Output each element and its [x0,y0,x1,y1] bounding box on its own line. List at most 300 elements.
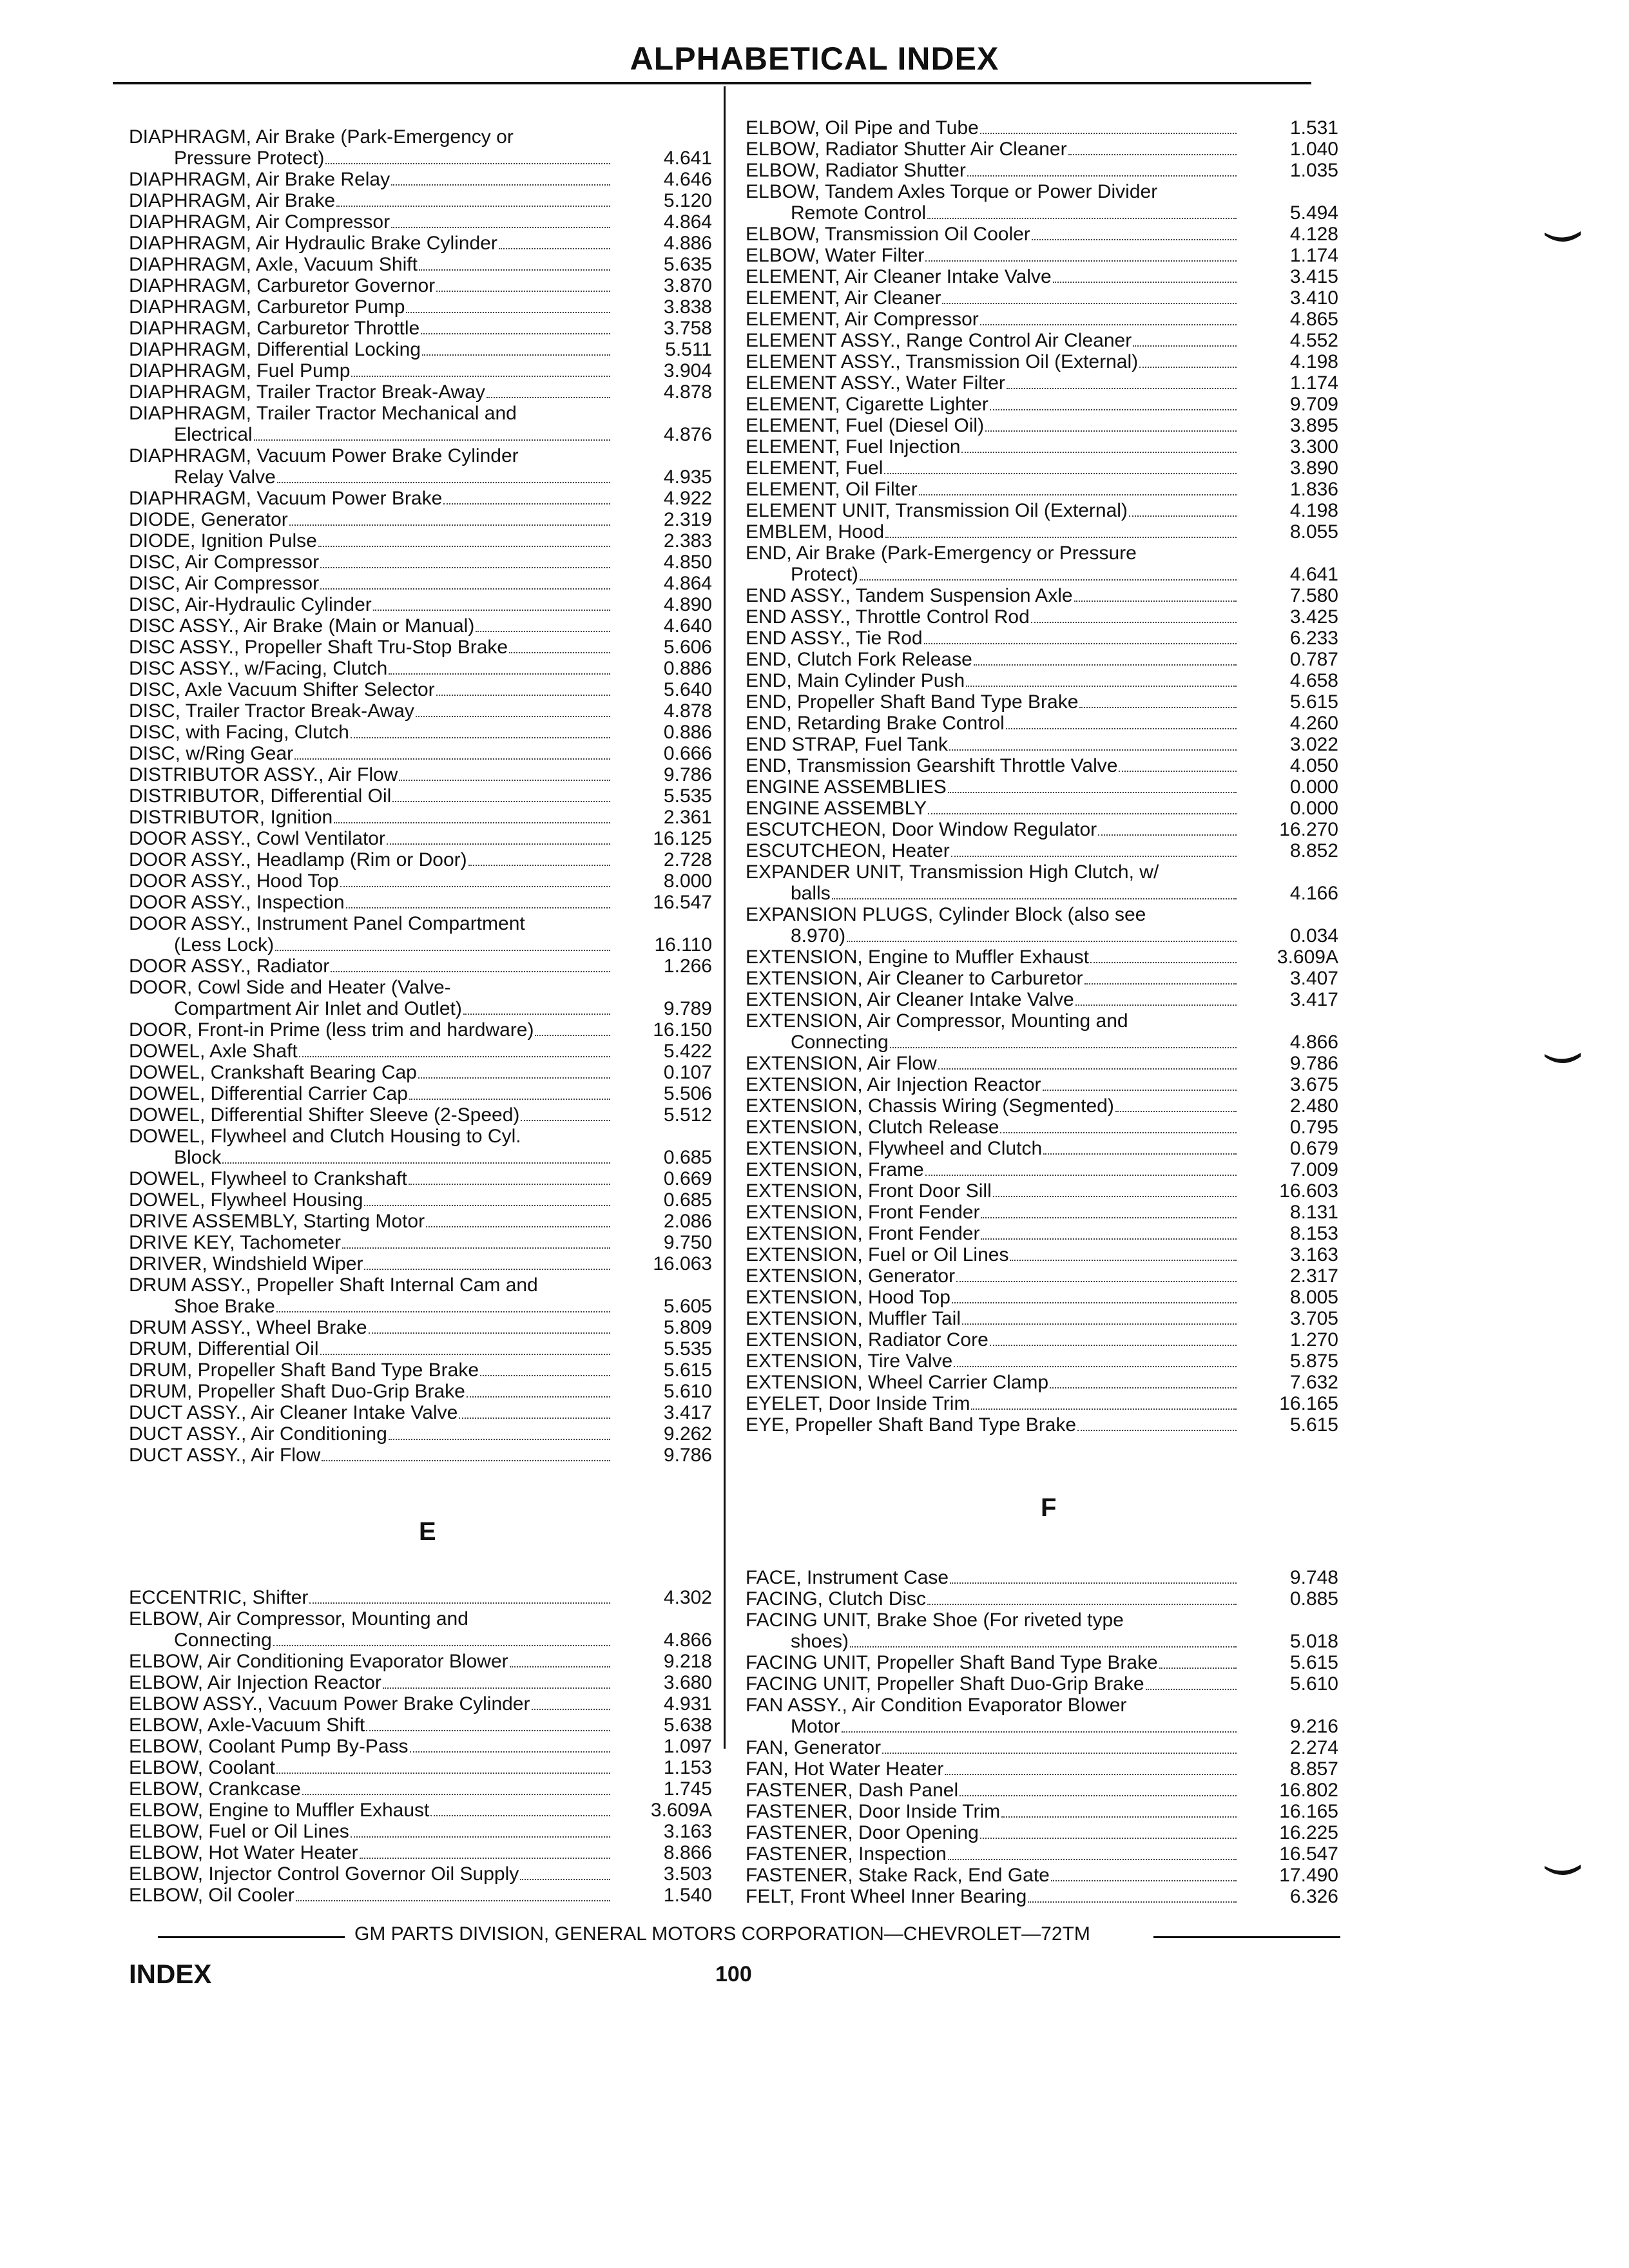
index-entry [129,573,712,594]
entry-label: Block [174,1147,222,1168]
dot-leader [419,269,610,271]
dot-leader [331,971,610,972]
entry-page-ref: 4.922 [663,488,712,509]
index-entry [746,245,1338,266]
index-entry [746,372,1338,394]
entry-label: EYE, Propeller Shaft Band Type Brake [746,1414,1077,1436]
index-entry [746,1308,1338,1329]
index-entry [129,807,712,828]
entry-label: DUCT ASSY., Air Flow [129,1445,321,1466]
entry-page-ref: 4.878 [663,381,712,403]
entry-label: ELEMENT, Cigarette Lighter [746,394,988,415]
dot-leader [1090,962,1237,963]
index-entry [129,381,712,403]
dot-leader [971,1408,1237,1410]
entry-page-ref: 6.326 [1289,1886,1338,1907]
entry-label: EXTENSION, Air Flow [746,1053,937,1074]
entry-page-ref: 8.131 [1289,1202,1338,1223]
dot-leader [959,1795,1237,1796]
index-entry [746,1287,1338,1308]
dot-leader [961,452,1237,453]
index-entry [746,1372,1338,1393]
dot-leader [990,1345,1237,1346]
index-entry [129,1083,712,1104]
index-entry [129,1402,712,1423]
entry-page-ref: 4.552 [1289,330,1338,351]
entry-page-ref: 4.050 [1289,755,1338,776]
entry-label: DIODE, Generator [129,509,288,530]
dot-leader [950,1582,1237,1584]
entry-page-ref: 5.506 [663,1083,712,1104]
entry-page-ref: 0.795 [1289,1117,1338,1138]
index-entry [746,1567,1338,1588]
entry-page-ref: 5.615 [1289,691,1338,713]
index-entry [746,330,1338,351]
entry-label: EXTENSION, Fuel or Oil Lines [746,1244,1009,1265]
entry-page-ref: 3.870 [663,275,712,296]
index-entry [129,764,712,785]
dot-leader [1010,1260,1237,1261]
dot-leader [948,1859,1237,1860]
entry-label: DIAPHRAGM, Differential Locking [129,339,421,360]
index-entry [746,1265,1338,1287]
entry-page-ref: 6.233 [1289,628,1338,649]
dot-leader [275,950,610,951]
entry-page-ref: 3.609A [1277,947,1338,968]
index-entry-heading: DIAPHRAGM, Air Brake (Park-Emergency or [129,126,514,148]
index-entry [746,224,1338,245]
dot-leader [366,1730,610,1731]
dot-leader [1115,1111,1237,1112]
section-f-letter: F [1041,1494,1057,1522]
entry-label: DIAPHRAGM, Vacuum Power Brake [129,488,443,509]
dot-leader [1032,239,1237,240]
dot-leader [980,1838,1237,1839]
entry-page-ref: 1.836 [1289,479,1338,500]
entry-page-ref: 4.658 [1289,670,1338,691]
entry-page-ref: 9.748 [1289,1567,1338,1588]
entry-label: shoes) [791,1631,849,1652]
entry-page-ref: 8.852 [1289,840,1338,861]
entry-label: DIAPHRAGM, Carburetor Throttle [129,318,420,339]
dot-leader [1043,1090,1237,1091]
index-entry [746,1202,1338,1223]
dot-leader [1000,1132,1237,1133]
dot-leader [459,1418,610,1419]
dot-leader [1031,622,1237,623]
index-entry [129,509,712,530]
entry-page-ref: 9.216 [1289,1716,1338,1737]
index-entry [129,1381,712,1402]
dot-leader [1053,282,1237,283]
dot-leader [296,1900,610,1901]
entry-page-ref: 8.005 [1289,1287,1338,1308]
dot-leader [480,1375,610,1376]
index-entry [129,679,712,700]
entry-page-ref: 9.789 [663,998,712,1019]
footer-publisher: GM PARTS DIVISION, GENERAL MOTORS CORPORATION—CHEVROLET—72TM [354,1923,1090,1945]
entry-page-ref: 0.034 [1289,925,1338,947]
index-entry [129,275,712,296]
section-f-list [746,1567,1338,1907]
entry-page-ref: 4.128 [1289,224,1338,245]
entry-page-ref: 3.503 [663,1863,712,1885]
dot-leader [509,652,610,653]
entry-page-ref: 0.666 [663,743,712,764]
index-entry [746,1223,1338,1244]
dot-leader [467,1396,610,1398]
index-entry [129,1041,712,1062]
dot-leader [322,1460,610,1461]
entry-label: DUCT ASSY., Air Cleaner Intake Valve [129,1402,458,1423]
index-entry [129,956,712,977]
index-entry [746,351,1338,372]
index-entry [129,1629,712,1651]
entry-page-ref: 4.166 [1289,883,1338,904]
index-entry [129,998,712,1019]
index-entry [129,1715,712,1736]
dot-leader [1079,707,1237,708]
entry-page-ref: 3.675 [1289,1074,1338,1095]
entry-label: FASTENER, Door Inside Trim [746,1801,1001,1822]
entry-page-ref: 4.865 [1289,309,1338,330]
dot-leader [980,324,1237,325]
index-entry [746,840,1338,861]
dot-leader [340,886,610,887]
index-entry [746,649,1338,670]
entry-page-ref: 0.685 [663,1189,712,1211]
entry-page-ref: 16.165 [1279,1801,1338,1822]
entry-page-ref: 3.895 [1289,415,1338,436]
entry-label: Electrical [174,424,253,445]
entry-page-ref: 1.174 [1289,245,1338,266]
entry-page-ref: 3.417 [1289,989,1338,1010]
entry-page-ref: 5.875 [1289,1350,1338,1372]
index-entry [129,254,712,275]
entry-page-ref: 2.361 [663,807,712,828]
entry-page-ref: 5.615 [663,1360,712,1381]
index-entry [746,1716,1338,1737]
dot-leader [418,1077,610,1079]
dot-leader [981,1238,1237,1240]
entry-label: EYELET, Door Inside Trim [746,1393,970,1414]
index-entry [129,1863,712,1885]
index-entry-heading: ELBOW, Tandem Axles Torque or Power Divider [746,181,1158,202]
index-entry [129,1253,712,1274]
entry-page-ref: 2.383 [663,530,712,552]
entry-page-ref: 9.786 [663,1445,712,1466]
index-entry-heading: END, Air Brake (Park-Emergency or Pressure [746,543,1137,564]
dot-leader [949,749,1237,751]
dot-leader [860,579,1237,581]
entry-page-ref: 4.640 [663,615,712,637]
entry-label: END ASSY., Throttle Control Rod [746,606,1030,628]
entry-page-ref: 16.150 [653,1019,712,1041]
index-entry-heading: EXTENSION, Air Compressor, Mounting and [746,1010,1128,1032]
index-entry [746,925,1338,947]
index-entry [746,989,1338,1010]
entry-label: DISC ASSY., w/Facing, Clutch [129,658,388,679]
dot-leader [391,227,610,228]
dot-leader [294,758,610,760]
entry-page-ref: 3.415 [1289,266,1338,287]
index-entry [746,1414,1338,1436]
entry-page-ref: 0.679 [1289,1138,1338,1159]
entry-page-ref: 4.641 [1289,564,1338,585]
entry-label: EXTENSION, Engine to Muffler Exhaust [746,947,1090,968]
index-entry [129,1317,712,1338]
index-entry-heading: FACING UNIT, Brake Shoe (For riveted type [746,1610,1124,1631]
entry-page-ref: 3.163 [1289,1244,1338,1265]
entry-page-ref: 16.603 [1279,1180,1338,1202]
index-entry [746,500,1338,521]
entry-page-ref: 5.422 [663,1041,712,1062]
entry-label: ELBOW, Water Filter [746,245,925,266]
entry-label: FACE, Instrument Case [746,1567,949,1588]
entry-label: ELEMENT, Fuel [746,457,883,479]
dot-leader [966,686,1237,687]
dot-leader [1084,983,1237,985]
index-entry [129,169,712,190]
index-entry [746,1822,1338,1843]
dot-leader [389,673,610,675]
index-entry [746,1393,1338,1414]
right-column [746,117,1338,1436]
entry-page-ref: 9.750 [663,1232,712,1253]
entry-label: ELBOW, Coolant [129,1757,275,1778]
entry-label: ELBOW, Air Injection Reactor [129,1672,381,1693]
entry-label: DRUM, Propeller Shaft Duo-Grip Brake [129,1381,465,1402]
dot-leader [882,1753,1237,1754]
index-entry [129,1232,712,1253]
dot-leader [476,631,610,632]
dot-leader [885,537,1237,538]
entry-page-ref: 7.009 [1289,1159,1338,1180]
entry-label: EXTENSION, Frame [746,1159,924,1180]
index-entry [129,466,712,488]
entry-label: EXTENSION, Tire Valve [746,1350,953,1372]
entry-label: EXTENSION, Chassis Wiring (Segmented) [746,1095,1114,1117]
entry-page-ref: 16.165 [1279,1393,1338,1414]
entry-page-ref: 4.931 [663,1693,712,1715]
entry-label: END, Clutch Fork Release [746,649,972,670]
entry-page-ref: 8.000 [663,870,712,892]
entry-page-ref: 3.407 [1289,968,1338,989]
index-entry-heading: FAN ASSY., Air Condition Evaporator Blower [746,1695,1127,1716]
dot-leader [318,546,610,547]
entry-page-ref: 3.410 [1289,287,1338,309]
entry-label: DISTRIBUTOR ASSY., Air Flow [129,764,398,785]
entry-label: DIAPHRAGM, Air Hydraulic Brake Cylinder [129,233,497,254]
index-entry [129,296,712,318]
index-entry [746,266,1338,287]
entry-label: Shoe Brake [174,1296,275,1317]
entry-page-ref: 9.786 [663,764,712,785]
entry-page-ref: 17.490 [1279,1865,1338,1886]
entry-page-ref: 5.615 [1289,1652,1338,1673]
dot-leader [1028,1901,1237,1903]
entry-page-ref: 5.610 [663,1381,712,1402]
dot-leader [276,1773,610,1774]
index-entry [746,415,1338,436]
entry-page-ref: 5.809 [663,1317,712,1338]
index-entry [746,1886,1338,1907]
index-entry [746,479,1338,500]
entry-label: DRIVE ASSEMBLY, Starting Motor [129,1211,425,1232]
dot-leader [1050,1387,1237,1389]
dot-leader [487,397,610,398]
entry-label: DISC, Trailer Tractor Break-Away [129,700,414,722]
index-entry [746,1095,1338,1117]
index-entry [746,798,1338,819]
dot-leader [974,664,1237,666]
entry-page-ref: 2.319 [663,509,712,530]
dot-leader [1098,834,1237,836]
dot-leader [421,333,610,334]
entry-page-ref: 4.864 [663,211,712,233]
dot-leader [532,1709,611,1710]
entry-page-ref: 0.886 [663,658,712,679]
index-entry [129,488,712,509]
section-e-letter: E [419,1517,436,1546]
entry-label: FELT, Front Wheel Inner Bearing [746,1886,1027,1907]
index-entry [129,658,712,679]
index-entry [129,1778,712,1800]
entry-label: DOOR ASSY., Radiator [129,956,330,977]
entry-page-ref: 4.198 [1289,351,1338,372]
entry-page-ref: 16.547 [653,892,712,913]
index-entry [129,892,712,913]
entry-label: DIAPHRAGM, Carburetor Pump [129,296,405,318]
entry-page-ref: 9.262 [663,1423,712,1445]
index-entry [746,436,1338,457]
entry-label: ELBOW, Fuel or Oil Lines [129,1821,349,1842]
index-entry [129,870,712,892]
index-entry [746,564,1338,585]
dot-leader [276,1311,610,1312]
entry-page-ref: 16.547 [1279,1843,1338,1865]
entry-page-ref: 5.606 [663,637,712,658]
dot-leader [945,1774,1237,1775]
dot-leader [925,1175,1237,1176]
entry-label: EXTENSION, Hood Top [746,1287,950,1308]
entry-label: ELBOW, Coolant Pump By-Pass [129,1736,409,1757]
dot-leader [383,1687,610,1689]
entry-label: DUCT ASSY., Air Conditioning [129,1423,387,1445]
entry-label: EXTENSION, Air Cleaner to Carburetor [746,968,1083,989]
index-entry [746,1159,1338,1180]
dot-leader [387,843,610,845]
dot-leader [1139,367,1237,368]
dot-leader [1074,601,1237,602]
entry-page-ref: 3.300 [1289,436,1338,457]
index-entry [129,1062,712,1083]
dot-leader [369,1332,610,1334]
entry-label: ELEMENT, Oil Filter [746,479,918,500]
entry-label: DIAPHRAGM, Axle, Vacuum Shift [129,254,418,275]
index-entry [129,722,712,743]
entry-page-ref: 1.270 [1289,1329,1338,1350]
entry-label: ELBOW, Crankcase [129,1778,301,1800]
entry-label: EXTENSION, Front Door Sill [746,1180,992,1202]
index-entry [746,1673,1338,1695]
entry-label: ELEMENT, Air Cleaner [746,287,941,309]
entry-label: DIAPHRAGM, Carburetor Governor [129,275,436,296]
entry-label: DOOR ASSY., Cowl Ventilator [129,828,385,849]
entry-page-ref: 0.000 [1289,776,1338,798]
entry-page-ref: 1.040 [1289,139,1338,160]
index-entry [746,1843,1338,1865]
entry-page-ref: 8.153 [1289,1223,1338,1244]
dot-leader [951,856,1237,857]
entry-page-ref: 2.480 [1289,1095,1338,1117]
entry-label: EXTENSION, Muffler Tail [746,1308,961,1329]
index-entry [746,287,1338,309]
dot-leader [954,1366,1237,1367]
entry-page-ref: 4.876 [663,424,712,445]
dot-leader [422,354,610,356]
entry-label: END, Propeller Shaft Band Type Brake [746,691,1079,713]
entry-page-ref: 0.669 [663,1168,712,1189]
dot-leader [1068,154,1237,155]
index-entry [129,1757,712,1778]
entry-label: DIAPHRAGM, Air Compressor [129,211,390,233]
entry-page-ref: 1.035 [1289,160,1338,181]
index-entry [129,1445,712,1466]
entry-label: balls [791,883,831,904]
index-entry [746,1074,1338,1095]
index-entry-heading: ELBOW, Air Compressor, Mounting and [129,1608,468,1629]
dot-leader [351,1836,610,1838]
dot-leader [320,1354,610,1355]
index-entry [746,309,1338,330]
index-entry [746,1652,1338,1673]
entry-label: DOOR ASSY., Headlamp (Rim or Door) [129,849,467,870]
dot-leader [468,865,610,866]
dot-leader [884,473,1237,474]
dot-leader [277,482,610,483]
index-entry [746,1737,1338,1758]
dot-leader [409,1099,610,1100]
entry-page-ref: 2.728 [663,849,712,870]
index-entry [746,1780,1338,1801]
index-entry [746,1588,1338,1610]
entry-page-ref: 7.580 [1289,585,1338,606]
index-entry [129,828,712,849]
entry-page-ref: 2.086 [663,1211,712,1232]
dot-leader [1133,345,1237,347]
entry-page-ref: 1.097 [663,1736,712,1757]
entry-label: ELBOW, Injector Control Governor Oil Supply [129,1863,519,1885]
dot-leader [342,1247,610,1249]
entry-label: EXTENSION, Air Cleaner Intake Valve [746,989,1074,1010]
entry-page-ref: 3.022 [1289,734,1338,755]
entry-page-ref: 4.641 [663,148,712,169]
dot-leader [499,248,610,249]
dot-leader [510,1666,610,1667]
entry-page-ref: 1.540 [663,1885,712,1906]
index-entry [129,1672,712,1693]
entry-page-ref: 5.535 [663,1338,712,1360]
entry-label: ECCENTRIC, Shifter [129,1587,309,1608]
entry-page-ref: 3.904 [663,360,712,381]
entry-page-ref: 3.838 [663,296,712,318]
index-entry [129,1885,712,1906]
index-entry [746,139,1338,160]
dot-leader [942,303,1237,304]
index-entry [129,1736,712,1757]
binder-mark-icon [1543,1862,1582,1881]
